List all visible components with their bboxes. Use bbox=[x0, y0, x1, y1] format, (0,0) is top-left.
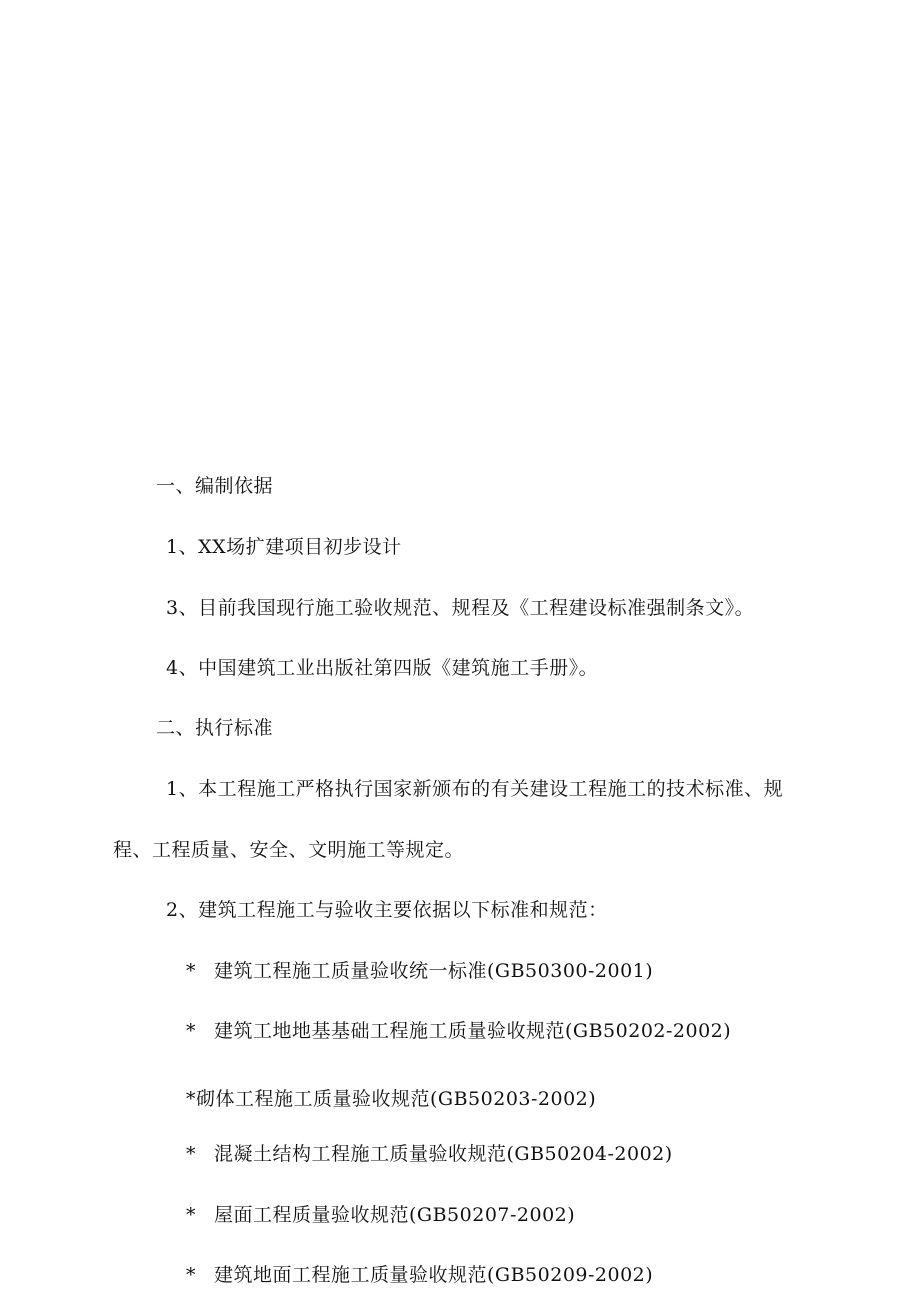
section-heading-basis: 一、编制依据 bbox=[156, 475, 274, 497]
standard-name: *砌体工程施工质量验收规范(GB50203-2002) bbox=[186, 1088, 597, 1110]
basis-item-4: 4、中国建筑工业出版社第四版《建筑施工手册》。 bbox=[166, 657, 599, 679]
standard-list-item bbox=[186, 1142, 673, 1166]
standard-list-item bbox=[186, 1263, 653, 1287]
standard-name: 混凝土结构工程施工质量验收规范(GB50204-2002) bbox=[214, 1143, 673, 1165]
standards-item-2: 2、建筑工程施工与验收主要依据以下标准和规范： bbox=[166, 899, 608, 921]
basis-item-1: 1、XX场扩建项目初步设计 bbox=[166, 536, 402, 558]
standard-name: 建筑工地地基基础工程施工质量验收规范(GB50202-2002) bbox=[214, 1020, 732, 1042]
standard-list-item bbox=[186, 1087, 596, 1111]
section-heading-standards: 二、执行标准 bbox=[156, 717, 274, 739]
standard-list-item bbox=[186, 1203, 575, 1227]
basis-item-3: 3、目前我国现行施工验收规范、规程及《工程建设标准强制条文》。 bbox=[166, 597, 755, 619]
bullet-asterisk: * bbox=[186, 960, 196, 982]
standard-name: 屋面工程质量验收规范(GB50207-2002) bbox=[214, 1204, 576, 1226]
standards-item-1-line-2: 程、工程质量、安全、文明施工等规定。 bbox=[113, 839, 465, 861]
standard-name: 建筑工程施工质量验收统一标准(GB50300-2001) bbox=[214, 960, 654, 982]
standards-item-1-line-1: 1、本工程施工严格执行国家新颁布的有关建设工程施工的技术标准、规 bbox=[166, 778, 784, 800]
bullet-asterisk: * bbox=[186, 1020, 196, 1042]
standard-list-item bbox=[186, 1019, 731, 1043]
bullet-asterisk: * bbox=[186, 1143, 196, 1165]
bullet-asterisk: * bbox=[186, 1204, 196, 1226]
standard-name: 建筑地面工程施工质量验收规范(GB50209-2002) bbox=[214, 1264, 654, 1286]
bullet-asterisk: * bbox=[186, 1264, 196, 1286]
standard-list-item bbox=[186, 959, 653, 983]
